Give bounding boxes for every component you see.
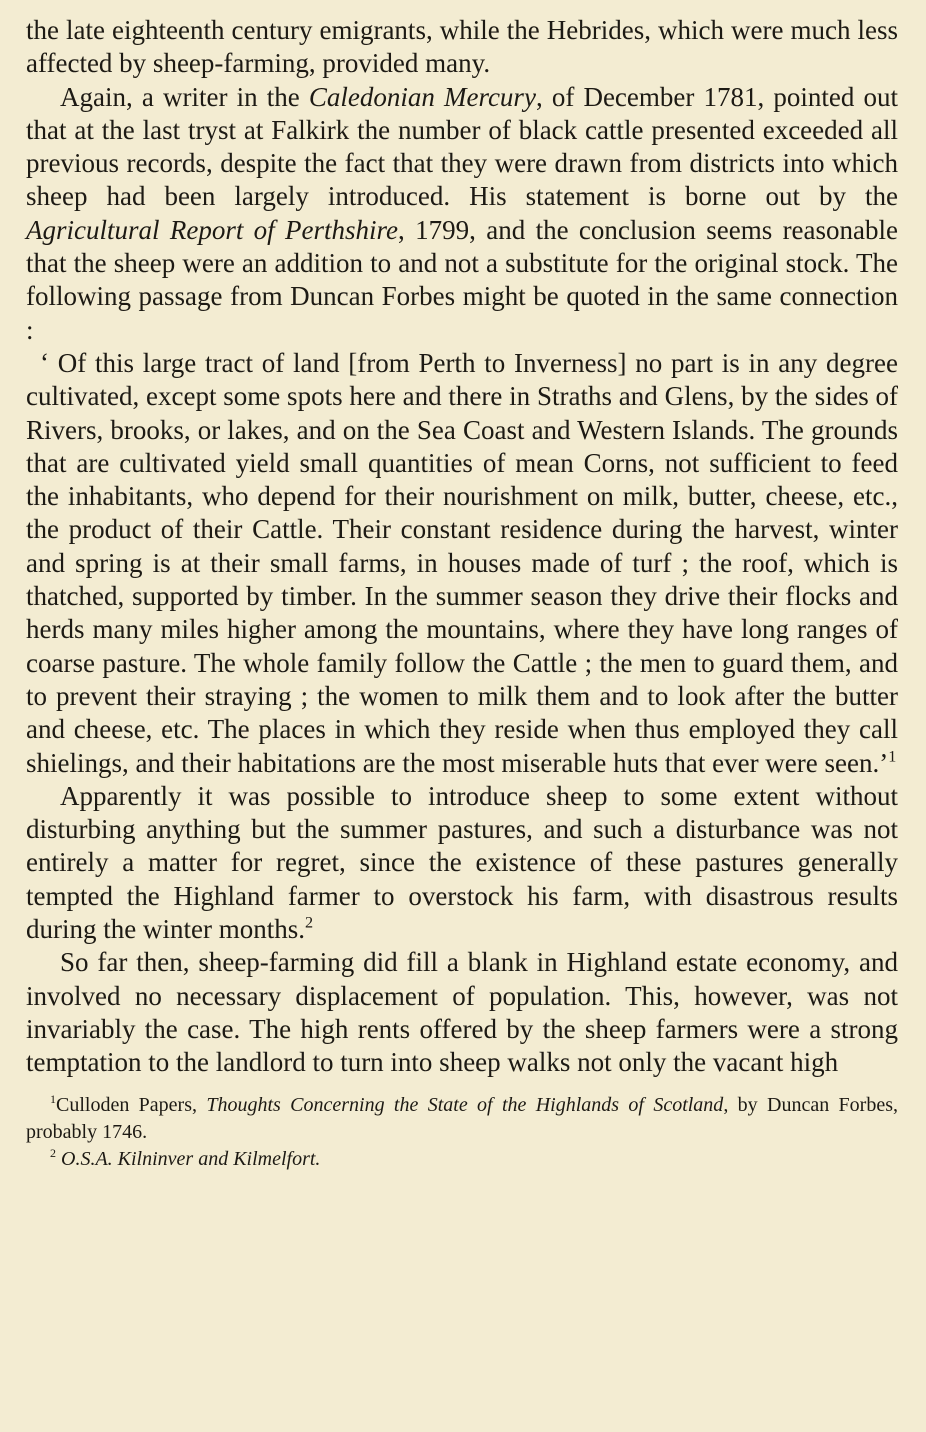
caledonian-mercury-title: Caledonian Mercury: [308, 81, 536, 112]
footnote-1: [26, 1092, 898, 1146]
agricultural-report-title: Agricultural Report of Perthshire: [26, 214, 399, 245]
footnote-ref-2: 2: [304, 913, 314, 932]
book-page: [26, 14, 898, 1173]
quotation-paragraph: [26, 347, 898, 780]
footnote-2: [26, 1146, 898, 1173]
paragraph-2-text-a: Again, a writer in the: [60, 81, 309, 112]
paragraph-5: [26, 946, 898, 1079]
footnotes: [26, 1092, 898, 1173]
footnote-2-number: 2: [50, 1145, 56, 1160]
paragraph-1-text: the late eighteenth century emigrants, while the Hebrides, which were much less affected by sheep-farming, provided many.: [26, 15, 898, 79]
paragraph-1: [26, 14, 898, 81]
footnote-1-title: Thoughts Concerning the State of the Highlands of Scotland: [206, 1093, 724, 1116]
paragraph-4-text: Apparently it was possible to introduce sheep to some extent without disturbing anything but the summer pastures, and such a disturbance was not entirely a matter for regret, since the existence of these pastures generally tempted the Highland farmer to overstock his farm, with disastrous results during the winter months.: [26, 780, 898, 945]
footnote-1-text-b: , by Duncan Forbes, probably 1746.: [26, 1093, 898, 1143]
footnote-ref-1: 1: [888, 747, 897, 766]
paragraph-2: [26, 81, 898, 347]
quotation-text: ‘ Of this large tract of land [from Perth to Inverness] no part is in any degree cultivated, except some spots here and there in Straths and Glens, by the sides of Rivers, brooks, or lakes, and on the Sea Coast and Western Islands. The grounds that are cultivated yield small quantities of mean Corns, not sufficient to feed the inhabitants, who depend for their nourishment on milk, butter, cheese, etc., the product of their Cattle. Their constant residence during the harvest, winter and spring is at their small farms, in houses made of turf ; the roof, which is thatched, supported by timber. In the summer season they drive their flocks and herds many miles higher among the mountains, where they have long ranges of coarse pasture. The whole family follow the Cattle ; the men to guard them, and to prevent their straying ; the women to milk them and to look after the butter and cheese, etc. The places in which they reside when thus employed they call shielings, and their habitations are the most miserable huts that ever were seen.’: [26, 347, 898, 778]
footnote-1-text-a: Culloden Papers,: [56, 1093, 207, 1116]
paragraph-4: [26, 780, 898, 946]
body-text: [26, 14, 898, 1080]
paragraph-2-text-c: , 1799, and the conclusion seems reasonable that the sheep were an addition to and not a substitute for the original stock. The following passage from Duncan Forbes might be quoted in the same connection :: [26, 214, 899, 345]
paragraph-2-text-b: , of December 1781, pointed out that at the last tryst at Falkirk the number of black cattle presented exceeded all previous records, despite the fact that they were drawn from districts into which sheep had been largely introduced. His statement is borne out by the: [26, 81, 899, 212]
footnote-1-number: 1: [50, 1091, 56, 1106]
footnote-2-text: O.S.A. Kilninver and Kilmelfort.: [61, 1147, 321, 1170]
paragraph-5-text: So far then, sheep-farming did fill a blank in Highland estate economy, and involved no necessary displacement of population. This, however, was not invariably the case. The high rents offered by the sheep farmers were a strong temptation to the landlord to turn into sheep walks not only the vacant high: [26, 947, 898, 1078]
